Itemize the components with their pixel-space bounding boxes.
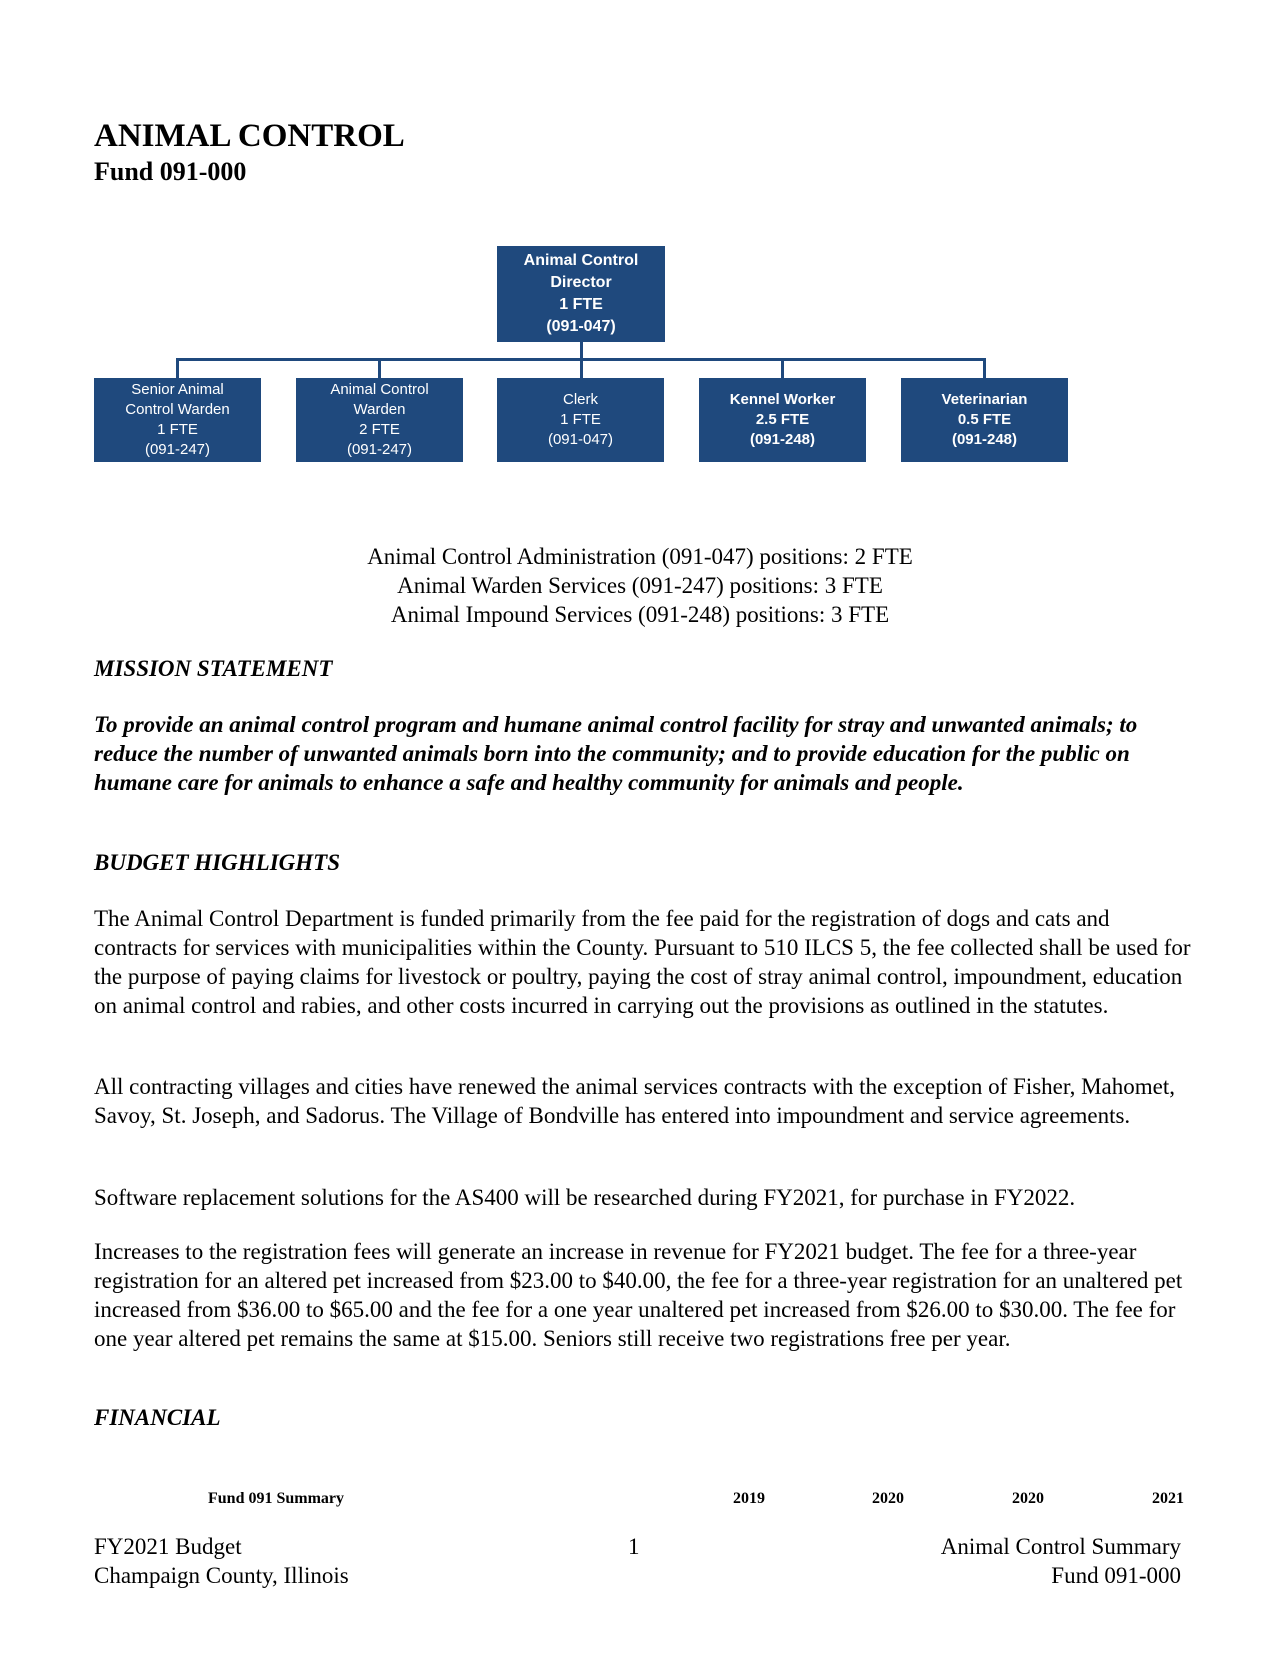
positions-line: Animal Control Administration (091-047) positions: 2 FTE (367, 544, 913, 569)
budget-paragraph: Software replacement solutions for the AS400 will be researched during FY2021, for purchase in FY2022. (94, 1185, 1076, 1210)
org-chart (0, 0, 1280, 470)
org-box-kennel-worker (699, 378, 866, 462)
connector-drop-3 (580, 358, 583, 378)
positions-line: Animal Impound Services (091-248) positions: 3 FTE (390, 602, 890, 627)
page-subtitle: Fund 091-000 (94, 157, 247, 186)
org-text: Senior Animal (131, 381, 224, 398)
org-text: 1 FTE (559, 296, 603, 313)
org-text: Kennel Worker (729, 391, 836, 408)
budget-paragraph: Increases to the registration fees will generate an increase in revenue for FY2021 budget. The fee for a three-year registration for an altered pet increased from $23.00 to $40.00, the fee for a three-year registration for an unaltered pet increased from $36.00 to $65.00 and the fee for a one year unaltered pet increased from $26.00 to $30.00. The fee for one year altered pet remains the same at $15.00. Seniors still receive two registrations free per year. (94, 1239, 1183, 1351)
table-column-header: 2020 (1012, 1490, 1044, 1507)
table-column-header: 2019 (733, 1490, 765, 1507)
org-text: Director (550, 274, 612, 291)
org-text: (091-047) (546, 318, 616, 335)
financial-table-header (94, 1490, 1204, 1514)
connector-drop-2 (378, 358, 381, 378)
mission-heading: MISSION STATEMENT (94, 656, 333, 681)
org-text: Clerk (562, 391, 598, 408)
mission-text: To provide an animal control program and humane animal control facility for stray and unwanted animals; to reduce the number of unwanted animals born into the community; and to provide education for the public on humane care for animals to enhance a safe and healthy community for animals and people. (94, 712, 1138, 795)
org-text: (091-248) (951, 431, 1018, 448)
org-text: Animal Control (523, 252, 639, 269)
table-label: Fund 091 Summary (208, 1490, 345, 1507)
positions-summary (0, 542, 1280, 629)
org-box-veterinarian (901, 378, 1068, 462)
financial-heading: FINANCIAL (94, 1405, 221, 1430)
org-box-warden (296, 378, 463, 462)
org-text: 2.5 FTE (755, 411, 810, 428)
connector-drop-4 (781, 358, 784, 378)
budget-paragraph: All contracting villages and cities have renewed the animal services contracts with the exception of Fisher, Mahomet, Savoy, St. Joseph, and Sadorus. The Village of Bondville has entered into impoundment and service agreements. (94, 1074, 1175, 1128)
org-text: Animal Control (330, 381, 429, 398)
footer-section-label: Animal Control Summary (940, 1534, 1181, 1559)
positions-line: Animal Warden Services (091-247) positions: 3 FTE (397, 573, 883, 598)
org-box-senior-warden (94, 378, 261, 462)
budget-heading: BUDGET HIGHLIGHTS (94, 850, 340, 875)
footer-budget-label: FY2021 Budget (94, 1534, 242, 1559)
org-text: 0.5 FTE (957, 411, 1012, 428)
connector-drop-5 (983, 358, 986, 378)
org-text: (091-047) (547, 431, 614, 448)
org-box-clerk (497, 378, 664, 462)
org-text: (091-247) (144, 441, 211, 458)
page-number: 1 (628, 1534, 640, 1559)
footer-page-number (628, 1532, 640, 1561)
table-column-header: 2020 (872, 1490, 904, 1507)
footer-county-label: Champaign County, Illinois (94, 1563, 349, 1588)
table-column-header: 2021 (1152, 1490, 1184, 1507)
footer-right (941, 1532, 1181, 1590)
org-text: Veterinarian (941, 391, 1028, 408)
page-title: ANIMAL CONTROL (94, 118, 405, 154)
org-box-director (497, 246, 665, 342)
org-text: (091-248) (749, 431, 816, 448)
org-text: Control Warden (125, 401, 230, 418)
footer-left (94, 1532, 349, 1590)
org-text: 2 FTE (359, 421, 400, 438)
footer-fund-label: Fund 091-000 (1051, 1563, 1181, 1588)
org-text: (091-247) (346, 441, 413, 458)
connector-drop-1 (176, 358, 179, 378)
org-text: 1 FTE (157, 421, 198, 438)
budget-paragraph: The Animal Control Department is funded primarily from the fee paid for the registration of dogs and cats and contracts for services with municipalities within the County. Pursuant to 510 ILCS 5, the fee collected shall be used for the purpose of paying claims for livestock or poultry, paying the cost of stray animal control, impoundment, education on animal control and rabies, and other costs incurred in carrying out the provisions as outlined in the statutes. (94, 906, 1191, 1018)
org-text: 1 FTE (560, 411, 601, 428)
org-text: Warden (353, 401, 406, 418)
